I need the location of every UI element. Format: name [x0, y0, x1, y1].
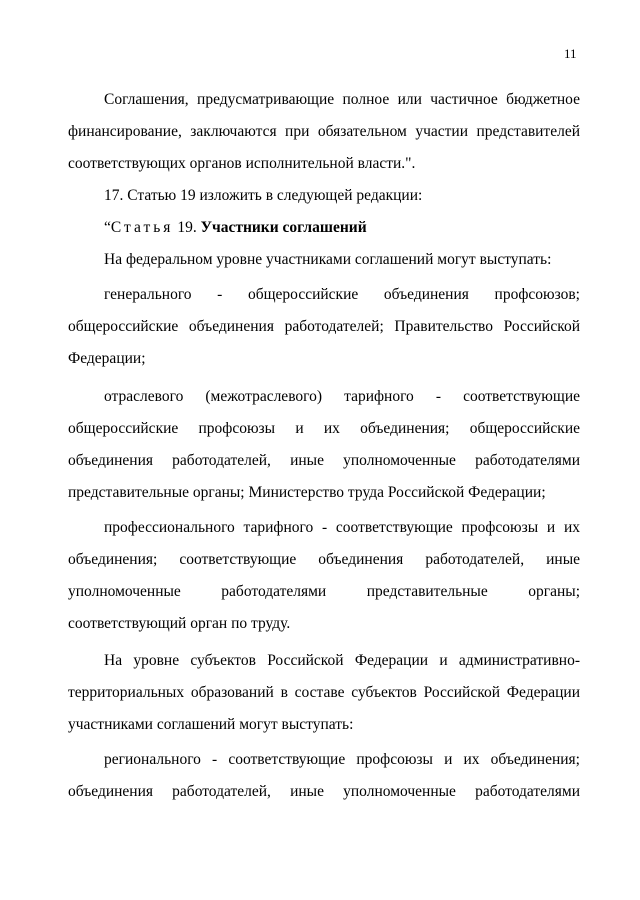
text-line: профессионального тарифного - соответствующие профсоюзы и их — [104, 519, 580, 536]
text-line: На уровне субъектов Российской Федерации и административно- — [104, 652, 580, 669]
text-line: генерального - общероссийские объединения профсоюзов; — [104, 286, 580, 303]
opening-quote: “ — [104, 219, 111, 236]
text-line: финансирование, заключаются при обязательном участии представителей — [68, 123, 580, 140]
text-line: соответствующих органов исполнительной власти.". — [68, 155, 416, 172]
text-line: территориальных образований в составе субъектов Российской Федерации — [68, 684, 580, 701]
paragraph-budget-financing — [68, 84, 580, 180]
article-title: Участники соглашений — [200, 219, 367, 236]
text-line: объединения; соответствующие объединения работодателей, иные — [68, 551, 580, 568]
text-line: представительные органы; Министерство труда Российской Федерации; — [68, 484, 546, 501]
text-line: регионального - соответствующие профсоюзы и их объединения; — [104, 751, 580, 768]
paragraph-sectoral-level — [68, 381, 580, 509]
text-line: участниками соглашений могут выступать: — [68, 716, 354, 733]
paragraph-federal-level — [68, 244, 580, 276]
paragraph-regional-level — [68, 744, 580, 808]
text-line: 17. Статью 19 изложить в следующей редакции: — [104, 187, 423, 204]
text-line: отраслевого (межотраслевого) тарифного - соответствующие — [104, 388, 580, 405]
text-line: На федеральном уровне участниками соглашений могут выступать: — [104, 251, 552, 268]
text-line: Федерации; — [68, 350, 146, 367]
text-line: объединения работодателей, иные уполномоченные работодателями — [68, 783, 580, 800]
text-line: объединения работодателей, иные уполномоченные работодателями — [68, 452, 580, 469]
text-line: уполномоченные работодателями представительные органы; — [68, 583, 580, 600]
text-line: Соглашения, предусматривающие полное или частичное бюджетное — [104, 91, 580, 108]
text-line: общероссийские профсоюзы и их объединения; общероссийские — [68, 420, 580, 437]
paragraph-amendment-17 — [68, 180, 580, 212]
paragraph-professional-level — [68, 512, 580, 640]
paragraph-regional-subjects — [68, 645, 580, 741]
article-word: Статья — [110, 219, 174, 236]
page-number: 11 — [564, 46, 577, 61]
article-number: 19. — [177, 219, 197, 236]
article-heading-line — [68, 212, 580, 244]
text-line: соответствующий орган по труду. — [68, 615, 291, 632]
text-line: общероссийские объединения работодателей; Правительство Российской — [68, 318, 580, 335]
paragraph-general-level — [68, 279, 580, 375]
article-heading — [68, 212, 580, 244]
